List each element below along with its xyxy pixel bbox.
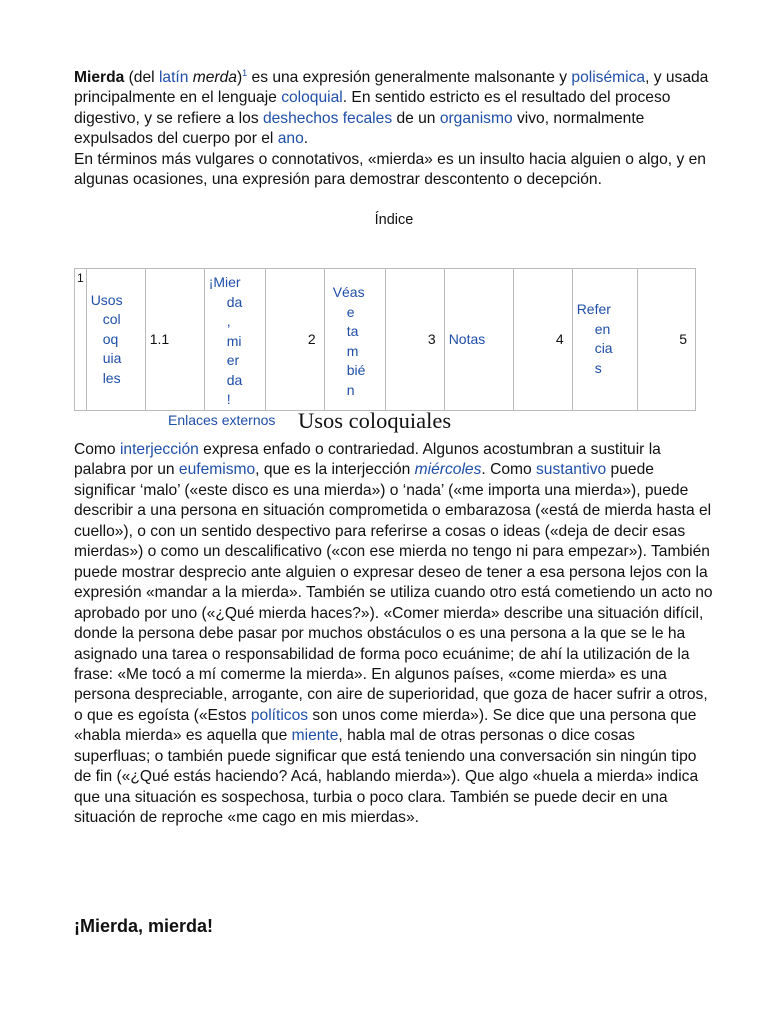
toc-item-mierda-mierda[interactable] — [204, 269, 265, 411]
toc-title: Índice — [374, 212, 414, 229]
toc-letter: ¡Mier — [208, 274, 241, 290]
text-run: . — [303, 130, 309, 148]
toc-letter: en — [594, 320, 611, 337]
link-ano[interactable]: ano — [277, 130, 304, 148]
text-run: es una expresión generalmente malsonante y — [247, 69, 572, 86]
text-run: son unos come mierda»). Se dice que una persona que «habla mierda» es aquella que — [74, 706, 697, 745]
toc-letter: col — [102, 311, 121, 327]
toc-letter: cia — [594, 340, 613, 357]
toc-item-referencias[interactable] — [572, 269, 637, 411]
toc-first-number: 1 — [75, 269, 87, 411]
toc-letter: Refer — [576, 301, 611, 318]
link-interjeccion[interactable]: interjección — [119, 441, 199, 458]
toc-letter: m — [346, 342, 359, 359]
toc-number: 3 — [385, 269, 444, 411]
toc-letter: er — [226, 352, 240, 368]
text-run: . En sentido estricto es el resultado del proceso digestivo, y se refiere a los — [74, 89, 671, 127]
section-heading-usos-coloquiales: Usos coloquiales — [298, 408, 452, 433]
toc-item-notas[interactable]: Notas — [444, 269, 513, 411]
text-run: puede significar ‘malo’ («este disco es una mierda») o ‘nada’ («me importa una mierda»), puede describir a una persona en situación comprometida o embarazosa («está de mierda hasta el cuello»), o con un sentido despectivo para referirse a cosas o ideas («deja de decir esas mierdas») o como un descalificativo («con ese mierda no tengo ni para empezar»). También puede mostrar desprecio ante alguien o expresar deseo de tener a esa persona lejos con la expresión «mandar a la mierda». También se utiliza cuando otro está cometiendo un acto no aprobado por uno («¿Qué mierda haces?»). «Comer mierda» describe una situación difícil, donde la persona debe pasar por muchos obstáculos o es una persona a la que se le ha asignado una tarea o responsabilidad de forma poco ecuánime; de ahí la utilización de la frase: «Me tocó a mí comerme la mierda». En algunos países, «come mierda» es una persona despreciable, arrogante, con aire de superioridad, que goza de hacer sufrir a otros, o que es egoísta («Estos — [74, 461, 713, 724]
link-eufemismo[interactable]: eufemismo — [178, 461, 256, 479]
toc-number: 4 — [513, 269, 572, 411]
intro-section — [74, 68, 714, 232]
link-politicos[interactable]: políticos — [250, 706, 309, 724]
text-run: vivo, normalmente expulsados del cuerpo por el — [74, 109, 645, 148]
toc-item-enlaces-externos[interactable]: Enlaces externos — [168, 412, 276, 428]
toc-letter: da — [226, 371, 243, 388]
text-run: de un — [392, 109, 440, 127]
link-deshechos-fecales[interactable]: deshechos fecales — [262, 109, 393, 127]
text-run: expresa enfado o contrariedad. Algunos acostumbran a sustituir la palabra por un — [74, 441, 661, 479]
toc-letter: Véas — [332, 284, 365, 300]
etymon-italic: merda — [192, 69, 237, 86]
toc-letter: bié — [346, 362, 366, 378]
link-miercoles[interactable]: miércoles — [414, 461, 482, 479]
term-bold: Mierda — [74, 69, 125, 86]
toc-letter: n — [346, 381, 355, 398]
text-run: , habla mal de otras personas o dice cosas superfluas; o también puede significar que está teniendo una conversación sin ningún tipo de fin («¿Qué estás haciendo? Acá, hablando mierda»). Que algo «huela a mierda» indica que una situación es sospechosa, turbia o poco clara. También se puede decir en una situación de reproche «me cago en mis mierdas». — [74, 727, 699, 827]
link-miente[interactable]: miente — [291, 727, 339, 745]
toc-letter: ! — [226, 391, 231, 407]
toc-letter: e — [346, 303, 355, 320]
toc-letter: ta — [346, 323, 359, 339]
link-sustantivo[interactable]: sustantivo — [536, 461, 607, 479]
section-heading-mierda-mierda: ¡Mierda, mierda! — [74, 916, 214, 936]
toc-item-vease-tambien[interactable] — [324, 269, 385, 411]
link-organismo[interactable]: organismo — [439, 109, 513, 127]
link-polisemica[interactable]: polisémica — [571, 69, 646, 86]
toc-letter: , — [226, 313, 231, 329]
toc-row — [75, 269, 696, 411]
toc-item-usos-coloquiales[interactable] — [86, 269, 145, 411]
toc-letter: mi — [226, 332, 242, 349]
text-run: (del — [124, 69, 159, 86]
toc-letter: oq — [102, 330, 119, 347]
toc-number: 5 — [637, 269, 695, 411]
text-run: , y usada principalmente en el lenguaje — [74, 69, 709, 107]
text-run: , que es la interjección — [255, 461, 415, 479]
text-run: . Como — [481, 461, 536, 479]
section-body-usos-coloquiales — [74, 440, 714, 829]
toc-letter: s — [594, 359, 602, 376]
toc-letter: uia — [102, 350, 122, 366]
toc-letter: Usos — [90, 291, 123, 308]
toc-letter: les — [102, 369, 121, 386]
link-coloquial[interactable]: coloquial — [281, 89, 343, 107]
intro-paragraph-2: En términos más vulgares o connotativos, «mierda» es un insulto hacia alguien o algo, y en algunas ocasiones, una expresión para demostrar descontento o decepción. — [74, 150, 706, 189]
toc-number: 2 — [265, 269, 324, 411]
text-run: ) — [236, 69, 243, 86]
toc-letter: da — [226, 293, 243, 310]
link-latin[interactable]: latín — [158, 69, 189, 86]
toc-number: 1.1 — [145, 269, 204, 411]
reference-1[interactable]: 1 — [242, 67, 248, 78]
intro-paragraph — [74, 68, 714, 150]
table-of-contents — [74, 268, 696, 411]
text-run: Como — [74, 441, 120, 458]
